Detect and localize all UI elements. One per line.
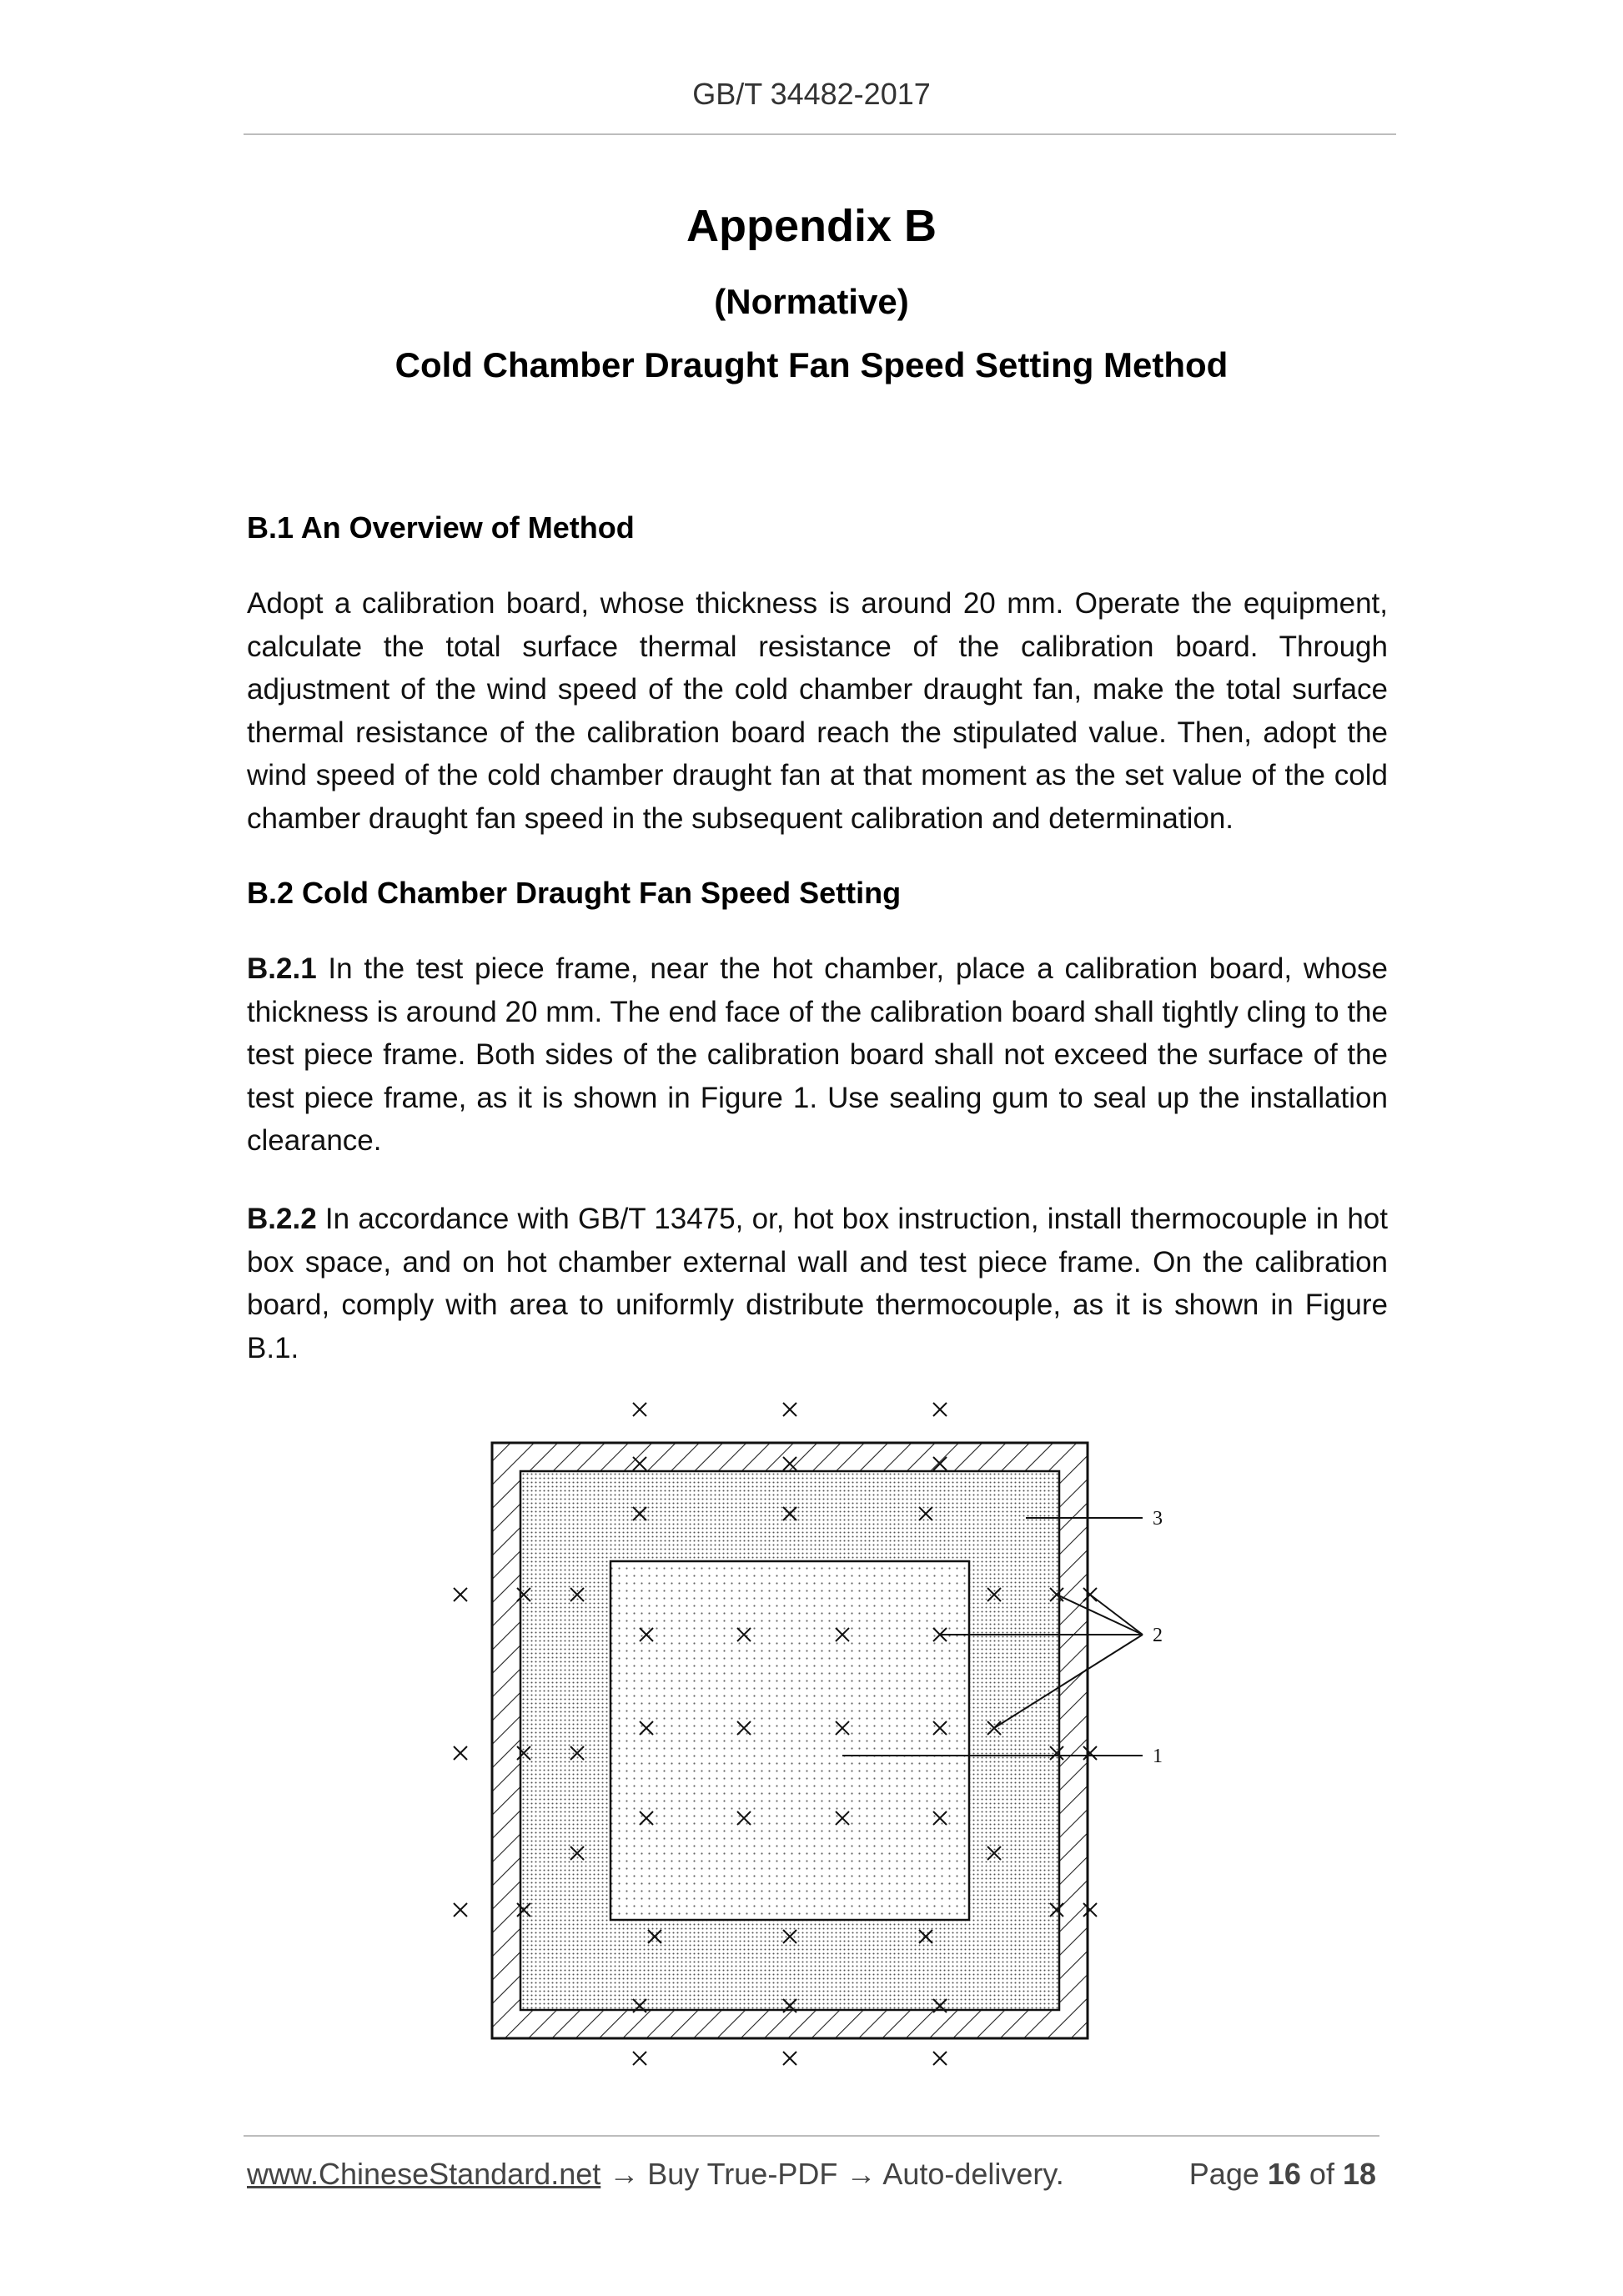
footer-site-link[interactable]: www.ChineseStandard.net bbox=[247, 2157, 601, 2191]
header-divider bbox=[244, 133, 1396, 135]
section-b1-heading: B.1 An Overview of Method bbox=[247, 510, 635, 545]
thermocouple-marker bbox=[633, 2052, 646, 2065]
section-b1-paragraph: Adopt a calibration board, whose thickness is around 20 mm. Operate the equipment, calculate the total surface thermal resistance of the calibration board. Through adjustment of the wind speed of the cold chamber draught fan, make the total surface thermal resistance of the calibration board reach the stipulated value. Then, adopt the wind speed of the cold chamber draught fan at that moment as the set value of the cold chamber draught fan speed in the subsequent calibration and determination. bbox=[247, 587, 1388, 835]
clause-b221-number: B.2.1 bbox=[247, 952, 317, 985]
appendix-title: Appendix B bbox=[686, 201, 937, 251]
appendix-method-title: Cold Chamber Draught Fan Speed Setting Method bbox=[394, 345, 1229, 384]
page-total: 18 bbox=[1342, 2157, 1376, 2191]
page-label: Page bbox=[1188, 2157, 1268, 2191]
calibration-board bbox=[611, 1561, 969, 1920]
footer-divider bbox=[244, 2135, 1379, 2137]
clause-b222-number: B.2.2 bbox=[247, 1203, 317, 1235]
callout-3-label: 3 bbox=[1153, 1508, 1163, 1530]
appendix-normative-label: (Normative) bbox=[714, 282, 909, 321]
callout-2-label: 2 bbox=[1153, 1625, 1163, 1646]
section-b2-heading: B.2 Cold Chamber Draught Fan Speed Setting bbox=[247, 876, 902, 910]
footer-tagline: → Buy True-PDF → Auto-delivery. bbox=[600, 2157, 1064, 2191]
thermocouple-marker bbox=[783, 2052, 796, 2065]
clause-b221-text: In the test piece frame, near the hot chamber, place a calibration board, whose thickness is around 20 mm. The end face of the calibration board shall tightly cling to the test piece frame. Both sides of the calibration board shall not exceed the surface of the test piece frame, as it is shown in Figure 1. Use sealing gum to seal up the installation clearance. bbox=[247, 952, 1388, 1157]
clause-b222-text: In accordance with GB/T 13475, or, hot box instruction, install thermocouple in hot box space, and on hot chamber external wall and test piece frame. On the calibration board, comply with area to uniformly distribute thermocouple, as it is shown in Figure B.1. bbox=[247, 1203, 1388, 1364]
thermocouple-marker bbox=[454, 1588, 467, 1601]
thermocouple-marker bbox=[933, 1403, 947, 1416]
thermocouple-marker bbox=[783, 1403, 796, 1416]
footer-link-line bbox=[247, 2157, 1064, 2192]
clause-b221-paragraph bbox=[247, 947, 1388, 1163]
page-of-label: of bbox=[1300, 2157, 1343, 2191]
thermocouple-marker bbox=[933, 2052, 947, 2065]
page-current: 16 bbox=[1267, 2157, 1301, 2191]
thermocouple-marker bbox=[454, 1903, 467, 1917]
header-standard-code: GB/T 34482-2017 bbox=[692, 77, 931, 111]
clause-b222-paragraph bbox=[247, 1198, 1388, 1369]
footer-page-indicator bbox=[1189, 2157, 1376, 2192]
thermocouple-layout-figure bbox=[450, 1384, 1201, 2093]
thermocouple-marker bbox=[454, 1746, 467, 1760]
thermocouple-marker bbox=[633, 1403, 646, 1416]
callout-1-label: 1 bbox=[1153, 1746, 1163, 1767]
